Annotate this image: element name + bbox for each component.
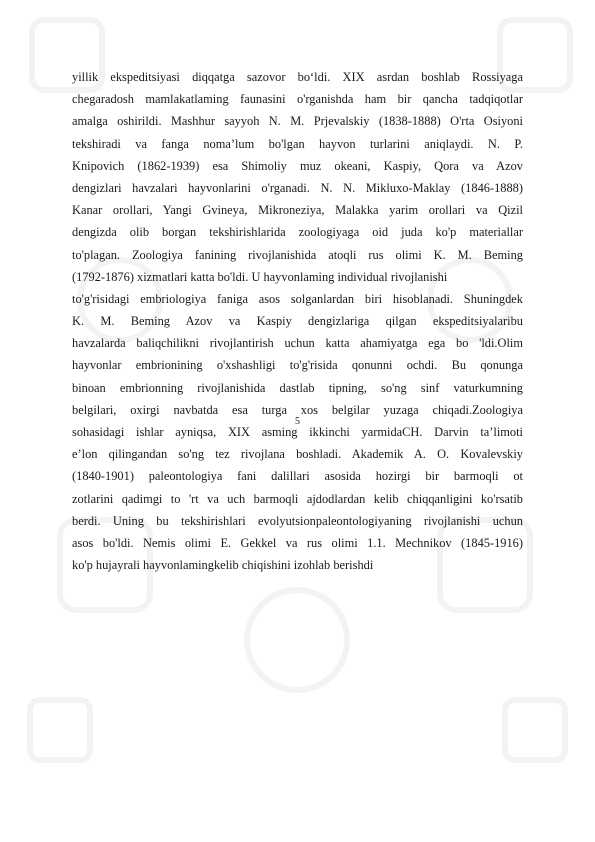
text-line: yillik ekspeditsiyasi diqqatga sazovor bo‘ldi. XIX asrdan boshlab Rossiyaga — [72, 70, 523, 84]
page-body-text — [72, 66, 523, 576]
text-line: tekshiradi va fanga noma’lum bo'lgan hayvon turlarini aniqlaydi. N. P. — [72, 136, 523, 151]
text-line: asos bo'ldi. Nemis olimi E. Gekkel va rus olimi 1.1. Mechnikov (1845-1916) — [72, 535, 523, 550]
text-line: belgilari, oxirgi navbatda esa turga xos belgilar yuzaga chiqadi.Zoologiya — [72, 402, 523, 417]
text-line: to'plagan. Zoologiya fanining rivojlanishida atoqli rus olimi K. M. Beming — [72, 247, 523, 262]
text-line: ko'p hujayrali hayvonlamingkelib chiqishini izohlab berishdi — [72, 558, 374, 573]
text-line: sohasidagi ishlar ayniqsa, XIX asming ikkinchi yarmidaCH. Darvin ta’limoti — [72, 425, 523, 439]
text-line: e’lon qilingandan so'ng tez rivojlana boshladi. Akademik A. O. Kovalevskiy — [72, 447, 523, 462]
text-line: (1792-1876) xizmatlari katta bo'ldi. U hayvonlaming individual rivojlanishi — [72, 269, 448, 284]
text-line: Kanar orollari, Yangi Gvineya, Mikroneziya, Malakka yarim orollari va Qizil — [72, 203, 523, 218]
text-line: dengizda olib borgan tekshirishlarida zoologiyaga oid juda ko'p materiallar — [72, 225, 523, 240]
text-line: to'g'risidagi embriologiya faniga asos solganlardan biri hisoblanadi. Shuningdek — [72, 291, 523, 306]
text-line: havzalarda baliqchilikni rivojlantirish uchun katta ahamiyatga ega bo 'ldi.Olim — [72, 336, 523, 351]
text-line: chegaradosh mamlakatlaming faunasini o'rganishda ham bir qancha tadqiqotlar — [72, 92, 523, 107]
text-line: berdi. Uning bu tekshirishlari evolyutsionpaleontologiyaning rivojlanishi uchun — [72, 513, 523, 528]
text-line: binoan embrionning rivojlanishida dastlab tipning, so'ng sinf vaturkumning — [72, 380, 523, 395]
page-number: 5 — [295, 416, 300, 427]
text-line: zotlarini qadimgi to 'rt va uch barmoqli ajdodlardan kelib chiqqanligini ko'rsatib — [72, 491, 523, 506]
text-line: amalga oshirildi. Mashhur sayyoh N. M. Prjevalskiy (1838-1888) O'rta Osiyoni — [72, 114, 523, 129]
text-line: (1840-1901) paleontologiya fani dalillari asosida hozirgi bir barmoqli ot — [72, 469, 523, 484]
text-line: Knipovich (1862-1939) esa Shimoliy muz okeani, Kaspiy, Qora va Azov — [72, 158, 523, 173]
text-line: dengizlari havzalari hayvonlarini o'rganadi. N. N. Mikluxo-Maklay (1846-1888) — [72, 180, 523, 195]
text-line: K. M. Beming Azov va Kaspiy dengizlariga qilgan ekspeditsiyalaribu — [72, 314, 523, 329]
text-line: hayvonlar embrionining o'xshashligi to'g'risida qonunni ochdi. Bu qonunga — [72, 358, 523, 373]
